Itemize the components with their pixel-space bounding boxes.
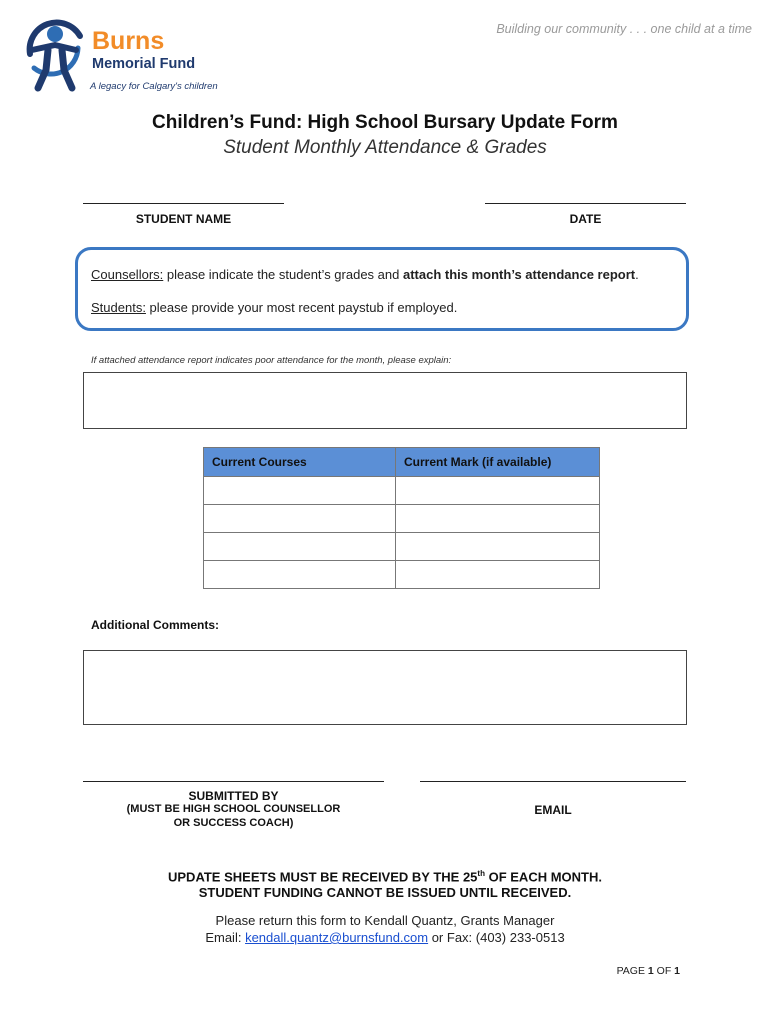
instructions-box — [75, 247, 689, 331]
submitted-by-label: SUBMITTED BY — [188, 789, 279, 803]
page-number — [560, 965, 680, 977]
submitted-by-field[interactable] — [83, 781, 384, 782]
page-subtitle: Student Monthly Attendance & Grades — [223, 137, 547, 158]
counsellors-bold: attach this month’s attendance report — [402, 267, 636, 282]
logo-word-memorial-fund: Memorial Fund — [92, 56, 196, 72]
table-row — [204, 505, 600, 533]
attendance-prompt: If attached attendance report indicates poor attendance for the month, please explain: — [91, 355, 452, 366]
deadline-line-1 — [0, 869, 770, 884]
counsellors-text: please indicate the student’s grades and — [163, 267, 403, 282]
contact-line — [0, 930, 770, 945]
courses-table — [203, 447, 600, 589]
page-label: PAGE — [616, 965, 648, 977]
page-title: Children’s Fund: High School Bursary Update Form — [152, 112, 618, 133]
submitted-by-note-1: (MUST BE HIGH SCHOOL COUNSELLOR — [126, 803, 341, 815]
course-cell[interactable] — [204, 561, 396, 589]
email-link[interactable]: kendall.quantz@burnsfund.com — [245, 930, 429, 945]
courses-header: Current Courses — [204, 448, 396, 477]
page-current: 1 — [647, 965, 654, 977]
additional-comments-box[interactable] — [83, 650, 687, 725]
return-instructions: Please return this form to Kendall Quantz, Grants Manager — [215, 913, 555, 928]
table-row — [204, 561, 600, 589]
students-instruction — [91, 300, 457, 315]
course-cell[interactable] — [204, 533, 396, 561]
logo-word-burns: Burns — [92, 27, 165, 55]
student-name-field[interactable] — [83, 203, 284, 204]
table-row — [204, 477, 600, 505]
submitted-by-note-2: OR SUCCESS COACH) — [173, 817, 294, 829]
page-of: OF — [653, 965, 675, 977]
additional-comments-label: Additional Comments: — [91, 618, 219, 632]
email-prefix: Email: — [205, 930, 246, 945]
date-field[interactable] — [485, 203, 686, 204]
email-label: EMAIL — [534, 803, 572, 817]
students-text: please provide your most recent paystub if employed. — [145, 300, 458, 315]
logo-legacy-tagline: A legacy for Calgary's children — [90, 81, 218, 92]
mark-cell[interactable] — [396, 561, 600, 589]
course-cell[interactable] — [204, 477, 396, 505]
table-row — [204, 533, 600, 561]
attendance-explanation-box[interactable] — [83, 372, 687, 429]
student-name-label: STUDENT NAME — [135, 212, 232, 226]
date-label: DATE — [569, 212, 602, 226]
students-label: Students: — [91, 300, 146, 315]
email-field[interactable] — [420, 781, 686, 782]
counsellors-instruction — [91, 267, 639, 282]
mark-header: Current Mark (if available) — [396, 448, 600, 477]
counsellors-label: Counsellors: — [91, 267, 164, 282]
deadline-line-2: STUDENT FUNDING CANNOT BE ISSUED UNTIL RECEIVED. — [198, 885, 572, 900]
fax-text: or Fax: (403) 233-0513 — [428, 930, 565, 945]
header-tagline: Building our community . . . one child at a time — [496, 22, 752, 36]
mark-cell[interactable] — [396, 533, 600, 561]
course-cell[interactable] — [204, 505, 396, 533]
deadline-suffix: OF EACH MONTH. — [484, 869, 602, 885]
deadline-sup: th — [477, 869, 485, 878]
mark-cell[interactable] — [396, 505, 600, 533]
deadline-prefix: UPDATE SHEETS MUST BE RECEIVED BY THE 25 — [168, 869, 478, 885]
counsellors-end: . — [635, 267, 639, 282]
mark-cell[interactable] — [396, 477, 600, 505]
page-total: 1 — [674, 965, 680, 977]
burns-logo-icon — [18, 12, 90, 94]
